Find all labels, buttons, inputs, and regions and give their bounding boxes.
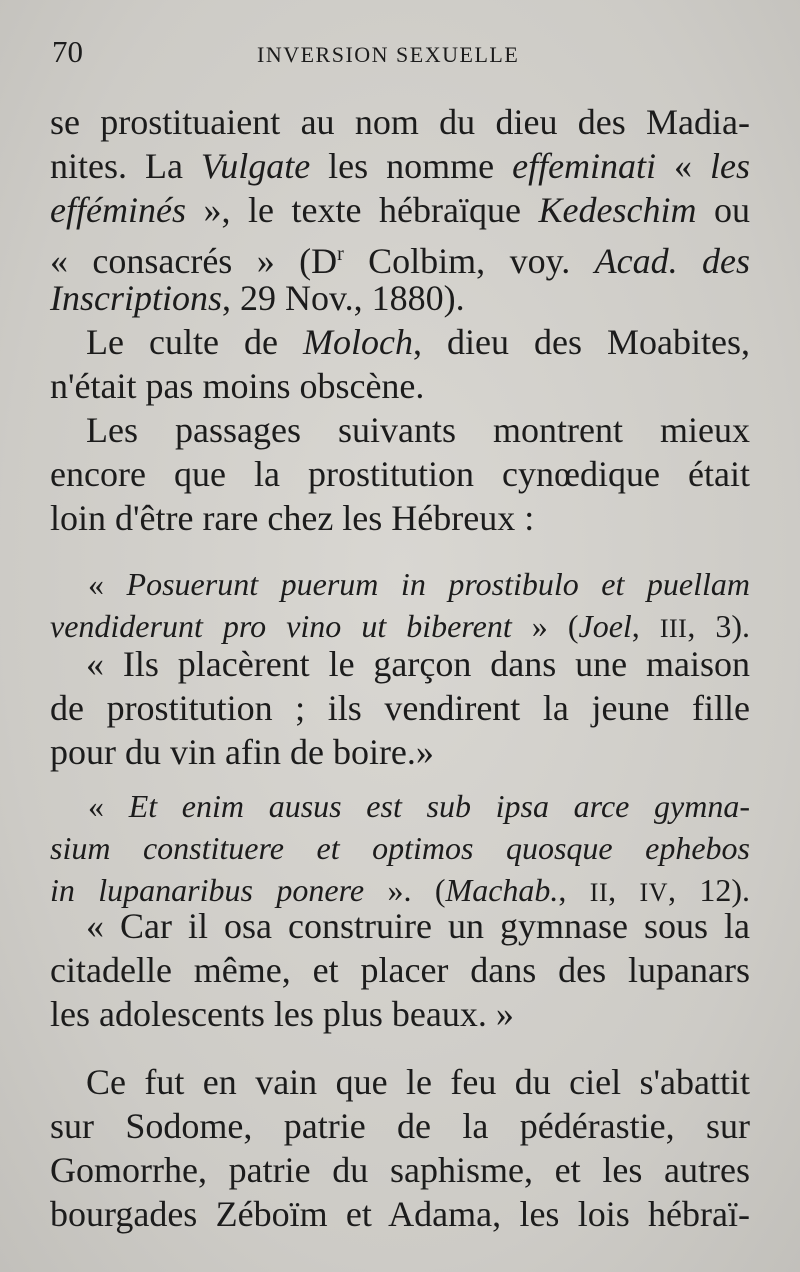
text-line: citadelle même, et placer dans des lupanars xyxy=(50,950,750,990)
text-line: encore que la prostitution cynœdique était xyxy=(50,454,750,494)
text-line: « consacrés » ($D^r$ Colbim, voy. Acad. des xyxy=(50,241,750,281)
text-line: « Car il osa construire un gymnase sous la xyxy=(86,906,750,946)
text-line: Les passages suivants montrent mieux xyxy=(86,410,750,450)
quote-line: sium constituere et optimos quosque ephebos xyxy=(50,830,750,866)
text-line: Le culte de Moloch, dieu des Moabites, xyxy=(86,322,750,362)
text-line: sur Sodome, patrie de la pédérastie, sur xyxy=(50,1106,750,1146)
page-number: 70 xyxy=(52,34,83,69)
text-line: bourgades Zéboïm et Adama, les lois hébraï- xyxy=(50,1194,750,1234)
text-line: Gomorrhe, patrie du saphisme, et les autres xyxy=(50,1150,750,1190)
text-line: pour du vin afin de boire.» xyxy=(50,732,434,772)
text-line: les adolescents les plus beaux. » xyxy=(50,994,514,1034)
quote-line: vendiderunt pro vino ut biberent » (Joel, III, 3). xyxy=(50,608,751,644)
text-line: « Ils placèrent le garçon dans une maison xyxy=(86,644,750,684)
text-line: efféminés », le texte hébraïque Kedeschim ou xyxy=(50,190,751,230)
text-line: Ce fut en vain que le feu du ciel s'abattit xyxy=(86,1062,750,1102)
text-line: loin d'être rare chez les Hébreux : xyxy=(50,498,535,538)
quote-line: « Et enim ausus est sub ipsa arce gymna- xyxy=(88,788,751,824)
page-header xyxy=(52,30,752,80)
text-line: nites. La Vulgate les nomme effeminati « les xyxy=(50,146,750,186)
text-line: de prostitution ; ils vendirent la jeune fille xyxy=(50,688,750,728)
quote-line: in lupanaribus ponere ». (Machab., II, IV, 12). xyxy=(50,872,751,908)
text-line: Inscriptions, 29 Nov., 1880). xyxy=(50,278,465,318)
text-line: se prostituaient au nom du dieu des Madia- xyxy=(50,102,750,142)
text-line: n'était pas moins obscène. xyxy=(50,366,425,406)
quote-line: « Posuerunt puerum in prostibulo et puellam xyxy=(88,566,751,602)
running-title: INVERSION SEXUELLE xyxy=(257,42,520,67)
